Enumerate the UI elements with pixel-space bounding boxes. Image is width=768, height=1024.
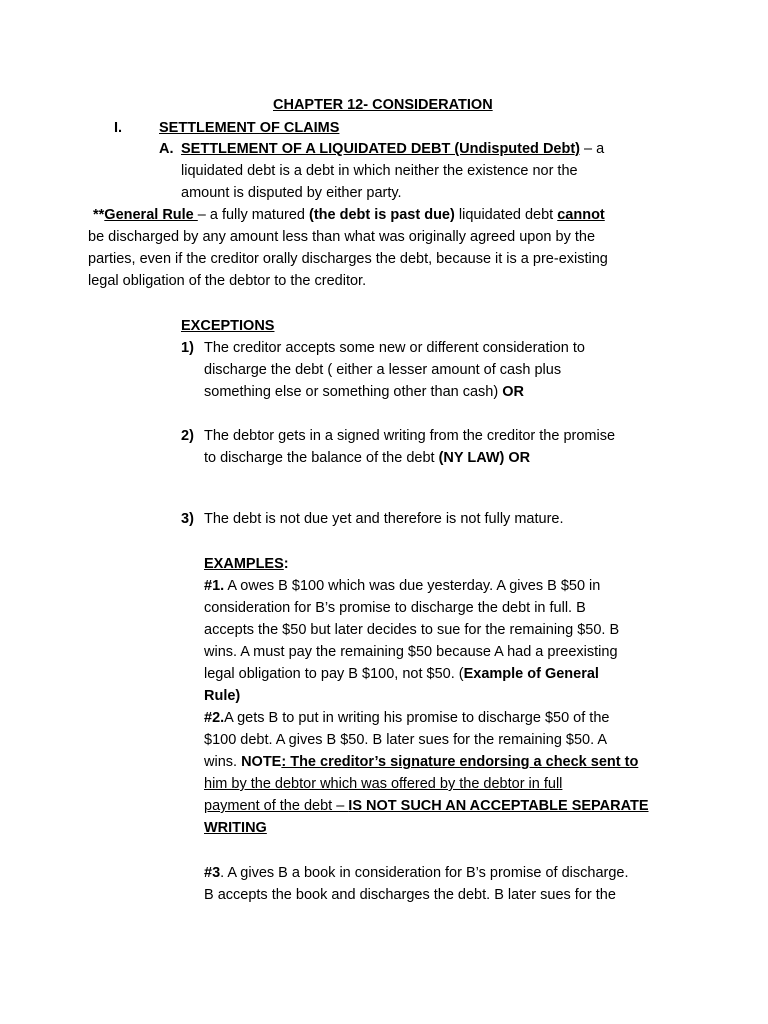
general-rule-text: – a fully matured [197,207,310,223]
subsection-title: SETTLEMENT OF A LIQUIDATED DEBT (Undisputed Debt) [181,141,580,157]
general-rule-stars: ** [93,207,105,223]
section-numeral: I. [114,120,123,136]
exceptions-heading: EXCEPTIONS [181,318,275,334]
example-1-line-3: accepts the $50 but later decides to sue for the remaining $50. B [204,622,620,638]
general-rule-label: General Rule [104,207,198,223]
example-3-text: . A gives B a book in consideration for B’s promise of discharge. [220,865,629,881]
example-3-line-2: B accepts the book and discharges the debt. B later sues for the [204,887,616,903]
example-3-line-1 [204,862,629,884]
exception-1-line-3 [204,381,524,403]
exception-1-text: something else or something other than cash) [204,384,503,400]
exception-2-text: to discharge the balance of the debt [204,450,439,466]
general-rule-text-2: liquidated debt [454,207,558,223]
example-2-text: A gets B to put in writing his promise to discharge $50 of the [224,710,610,726]
subsection-definition-line-3: amount is disputed by either party. [181,185,402,201]
general-rule-line-2: be discharged by any amount less than what was originally agreed upon by the [88,229,596,245]
subsection-definition-start: – a [580,141,605,157]
example-1-number: #1. [204,578,225,594]
exception-1-or: OR [502,384,524,400]
example-1-general-rule-ref: Example of General [463,666,599,682]
exception-1-line-1: The creditor accepts some new or different consideration to [204,340,585,356]
example-1-line-6: Rule) [204,688,241,704]
example-2-line-6: WRITING [204,820,267,836]
example-1-line-5 [204,663,599,685]
exception-2-number: 2) [181,428,194,444]
example-2-number: #2. [204,710,225,726]
general-rule-past-due: (the debt is past due) [309,207,455,223]
examples-heading-line [204,553,289,575]
example-1-line-2: consideration for B’s promise to discharge the debt in full. B [204,600,586,616]
example-2-not-acceptable: IS NOT SUCH AN ACCEPTABLE SEPARATE [348,798,649,814]
exception-2-line-1: The debtor gets in a signed writing from the creditor the promise [204,428,616,444]
subsection-definition-line-2: liquidated debt is a debt in which neither the existence nor the [181,163,578,179]
general-rule-cannot: cannot [557,207,605,223]
example-2-note-label: NOTE [241,754,282,770]
example-2-line-2: $100 debt. A gives B $50. B later sues for the remaining $50. A [204,732,608,748]
example-2-line-5 [204,795,649,817]
exception-2-line-2 [204,447,530,469]
exception-1-line-2: discharge the debt ( either a lesser amount of cash plus [204,362,562,378]
example-2-line-1 [204,707,609,729]
example-2-text-5: payment of the debt – [204,798,349,814]
example-1-text-5: legal obligation to pay B $100, not $50. ( [204,666,464,682]
example-2-line-3 [204,751,638,773]
example-1-line-4: wins. A must pay the remaining $50 because A had a preexisting [204,644,618,660]
exception-3-number: 3) [181,511,194,527]
examples-colon: : [283,556,289,572]
general-rule-line-3: parties, even if the creditor orally discharges the debt, because it is a pre-existing [88,251,608,267]
example-1-line-1 [204,575,600,597]
example-2-note-text: : The creditor’s signature endorsing a check sent to [281,754,639,770]
general-rule-line-4: legal obligation of the debtor to the creditor. [88,273,367,289]
example-1-text: A owes B $100 which was due yesterday. A gives B $50 in [224,578,601,594]
exception-2-ny-law: (NY LAW) OR [438,450,531,466]
general-rule-line-1 [93,204,605,226]
section-title: SETTLEMENT OF CLAIMS [159,120,340,136]
example-3-number: #3 [204,865,221,881]
examples-heading: EXAMPLES [204,556,284,572]
chapter-title: CHAPTER 12- CONSIDERATION [273,97,493,113]
example-2-line-4: him by the debtor which was offered by the debtor in full [204,776,563,792]
example-2-text-3: wins. [204,754,242,770]
exception-1-number: 1) [181,340,194,356]
exception-3-line-1: The debt is not due yet and therefore is not fully mature. [204,511,564,527]
subsection-letter: A. [159,141,174,157]
subsection-heading-line [181,138,604,160]
